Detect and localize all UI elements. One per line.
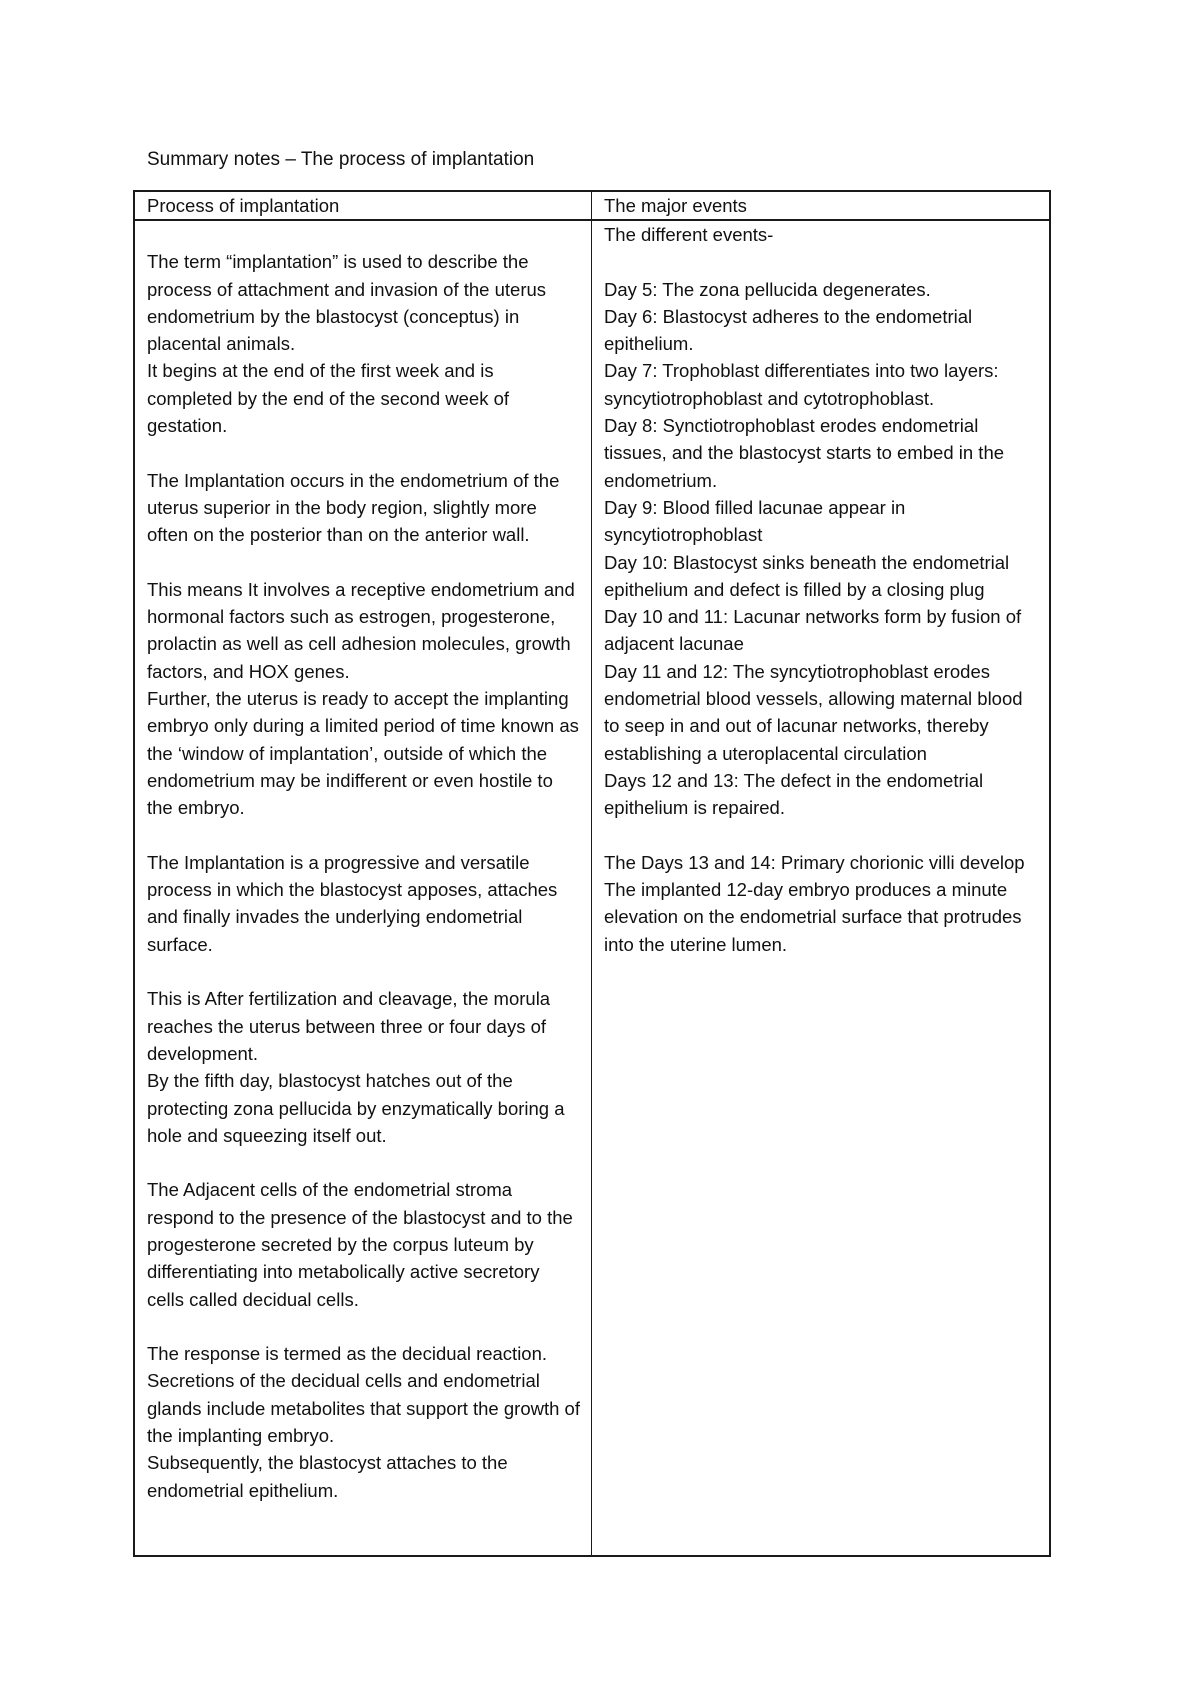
event-item: Day 9: Blood filled lacunae appear in syncytiotrophoblast [604,496,906,546]
paragraph: The Adjacent cells of the endometrial stroma respond to the presence of the blastocyst and to the progesterone secreted by the corpus luteum by differentiating into metabolically active secretory cells called decidual cells. [147,1179,573,1310]
paragraph: Further, the uterus is ready to accept the implanting embryo only during a limited period of time known as the ‘window of implantation’, outside of which the endometrium may be indifferent or even hostile to the embryo. [147,688,579,819]
spacer [604,248,1039,275]
spacer [147,221,581,248]
paragraph: This means It involves a receptive endometrium and hormonal factors such as estrogen, progesterone, prolactin as well as cell adhesion molecules, growth factors, and HOX genes. [147,578,575,682]
event-item: Days 12 and 13: The defect in the endometrial epithelium is repaired. [604,769,984,819]
event-item: Day 6: Blastocyst adheres to the endometrial epithelium. [604,305,973,355]
process-column [135,221,592,1555]
paragraph: The response is termed as the decidual reaction. [147,1343,548,1365]
paragraph: The Implantation occurs in the endometrium of the uterus superior in the body region, slightly more often on the posterior than on the anterior wall. [147,469,560,546]
column-header-process: Process of implantation [135,192,592,221]
spacer [147,439,581,466]
page-title: Summary notes – The process of implantation [147,149,535,170]
event-item: Day 11 and 12: The syncytiotrophoblast erodes endometrial blood vessels, allowing maternal blood to seep in and out of lacunar networks, thereby establishing a uteroplacental circulation [604,660,1023,764]
events-intro: The different events- [604,224,774,245]
spacer [147,549,581,576]
paragraph: Subsequently, the blastocyst attaches to the endometrial epithelium. [147,1452,508,1501]
spacer [147,1149,581,1176]
event-item: Day 10: Blastocyst sinks beneath the endometrial epithelium and defect is filled by a closing plug [604,551,1010,600]
spacer [147,822,581,849]
events-column [592,221,1049,1555]
event-item: The Days 13 and 14: Primary chorionic villi develop [604,851,1025,873]
paragraph: The term “implantation” is used to describe the process of attachment and invasion of the uterus endometrium by the blastocyst (conceptus) in placental animals. [147,251,547,355]
paragraph: Secretions of the decidual cells and endometrial glands include metabolites that support the growth of the implanting embryo. [147,1370,580,1447]
paragraph: The Implantation is a progressive and versatile process in which the blastocyst apposes, attaches and finally invades the underlying endometrial surface. [147,851,558,955]
event-item: Day 5: The zona pellucida degenerates. [604,278,931,300]
paragraph: This is After fertilization and cleavage, the morula reaches the uterus between three or four days of development. [147,988,551,1064]
paragraph: By the fifth day, blastocyst hatches out of the protecting zona pellucida by enzymatically boring a hole and squeezing itself out. [147,1070,565,1146]
paragraph: It begins at the end of the first week and is completed by the end of the second week of gestation. [147,360,510,437]
event-item: Day 10 and 11: Lacunar networks form by fusion of adjacent lacunae [604,606,1022,655]
event-item: Day 8: Synctiotrophoblast erodes endometrial tissues, and the blastocyst starts to embed in the endometrium. [604,415,1005,491]
spacer [604,822,1039,849]
event-item: The implanted 12-day embryo produces a minute elevation on the endometrial surface that protrudes into the uterine lumen. [604,879,1022,955]
event-item: Day 7: Trophoblast differentiates into two layers: syncytiotrophoblast and cytotrophoblast. [604,360,999,409]
spacer [147,958,581,985]
summary-table [133,190,1051,1557]
spacer [147,1313,581,1340]
column-header-events: The major events [592,192,1049,221]
